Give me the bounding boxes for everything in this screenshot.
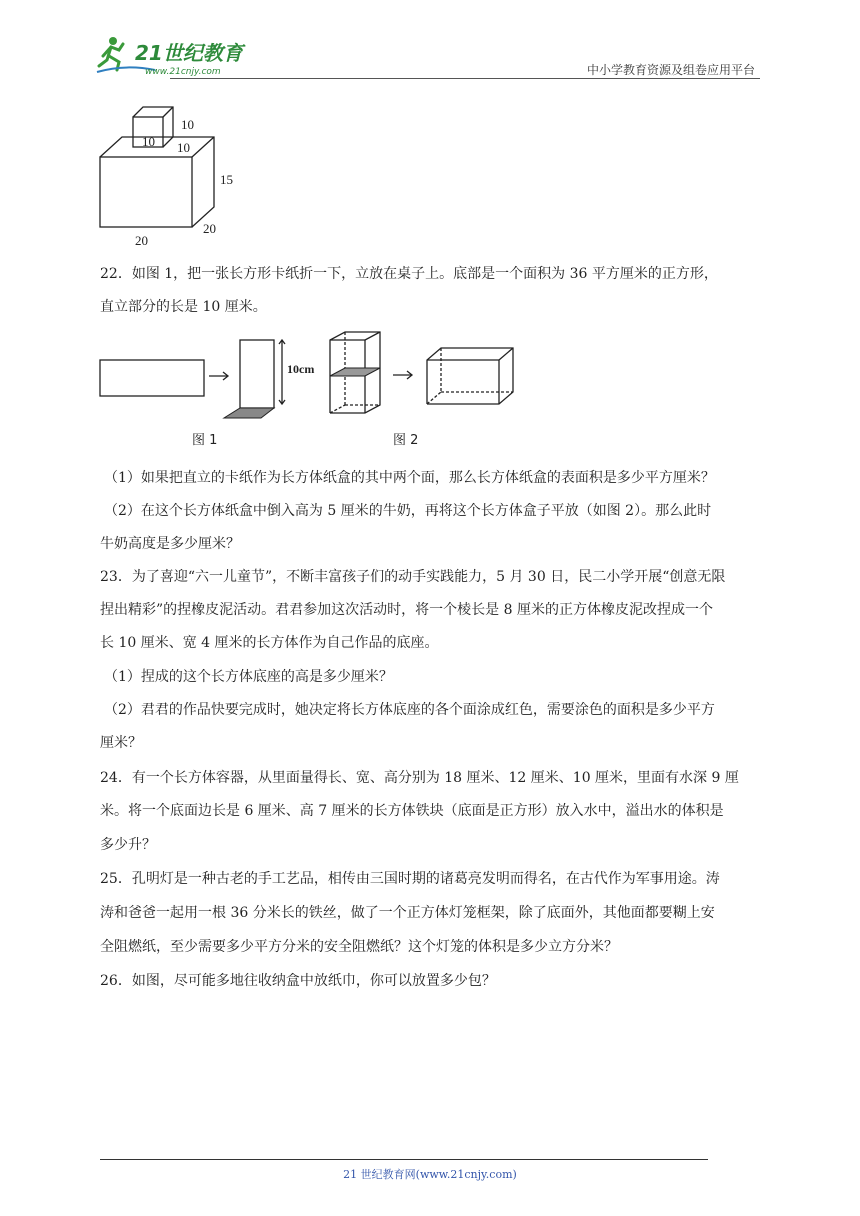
site-logo [95,30,265,78]
q23-line1: 23．为了喜迎“六一儿童节”，不断丰富孩子们的动手实践能力，5 月 30 日，民二小学开展“创意无限 [100,569,726,585]
small-front-label: 10 [142,134,155,149]
height-label: 15 [220,172,233,187]
width-label: 20 [135,233,148,248]
folded-card-figure [95,328,535,448]
small-depth-label: 10 [177,140,190,155]
q22-sub2-line1: （2）在这个长方体纸盒中倒入高为 5 厘米的牛奶，再将这个长方体盒子平放（如图 2）。那么此时 [104,503,712,519]
header-divider [170,78,760,79]
q25-line3: 全阻燃纸，至少需要多少平方分米的安全阻燃纸？这个灯笼的体积是多少立方分米？ [100,939,618,955]
q25-line1: 25．孔明灯是一种古老的手工艺品，相传由三国时期的诸葛亮发明而得名，在古代作为军事用途。涛 [100,871,720,887]
fig1-caption: 图 1 [192,433,218,448]
q22-line2: 直立部分的长是 10 厘米。 [100,299,267,315]
fold-height-label: 10cm [287,362,315,376]
q22-sub2-line2: 牛奶高度是多少厘米？ [100,536,240,552]
q24-line2: 米。将一个底面边长是 6 厘米、高 7 厘米的长方体铁块（底面是正方形）放入水中，溢出水的体积是 [100,803,724,819]
q23-sub2-line1: （2）君君的作品快要完成时，她决定将长方体底座的各个面涂成红色，需要涂色的面积是多少平方 [104,702,715,718]
q23-line3: 长 10 厘米、宽 4 厘米的长方体作为自己作品的底座。 [100,635,439,651]
q22-sub1: （1）如果把直立的卡纸作为长方体纸盒的其中两个面，那么长方体纸盒的表面积是多少平方厘米？ [104,470,715,486]
q23-line2: 捏出精彩”的捏橡皮泥活动。君君参加这次活动时，将一个棱长是 8 厘米的正方体橡皮泥改捏成一个 [100,602,713,618]
milk-level [330,368,380,376]
small-right-label: 10 [181,117,194,132]
q24-line3: 多少升？ [100,837,156,853]
stacked-box-figure [95,100,255,250]
page-header [95,30,760,80]
logo-sub-text: www.21cnjy.com [145,67,221,77]
logo-main-text: 21世纪教育 [135,41,243,65]
q22-line1: 22．如图 1，把一张长方形卡纸折一下，立放在桌子上。底部是一个面积为 36 平方厘米的正方形， [100,266,718,282]
platform-label: 中小学教育资源及组卷应用平台 [586,63,755,77]
q23-sub1: （1）捏成的这个长方体底座的高是多少厘米？ [104,669,393,685]
footer-divider [100,1159,708,1160]
folded-base [224,408,274,418]
q26-line1: 26．如图，尽可能多地往收纳盒中放纸巾，你可以放置多少包？ [100,973,496,989]
q23-sub2-line2: 厘米？ [100,735,142,751]
footer-text[interactable]: 21 世纪教育网(www.21cnjy.com) [343,1168,517,1181]
depth-label: 20 [203,221,216,236]
fig2-caption: 图 2 [393,433,419,448]
q25-line2: 涛和爸爸一起用一根 36 分米长的铁丝，做了一个正方体灯笼框架，除了底面外，其他面都要糊上安 [100,905,715,921]
q24-line1: 24．有一个长方体容器，从里面量得长、宽、高分别为 18 厘米、12 厘米、10 厘米，里面有水深 9 厘 [100,770,739,786]
